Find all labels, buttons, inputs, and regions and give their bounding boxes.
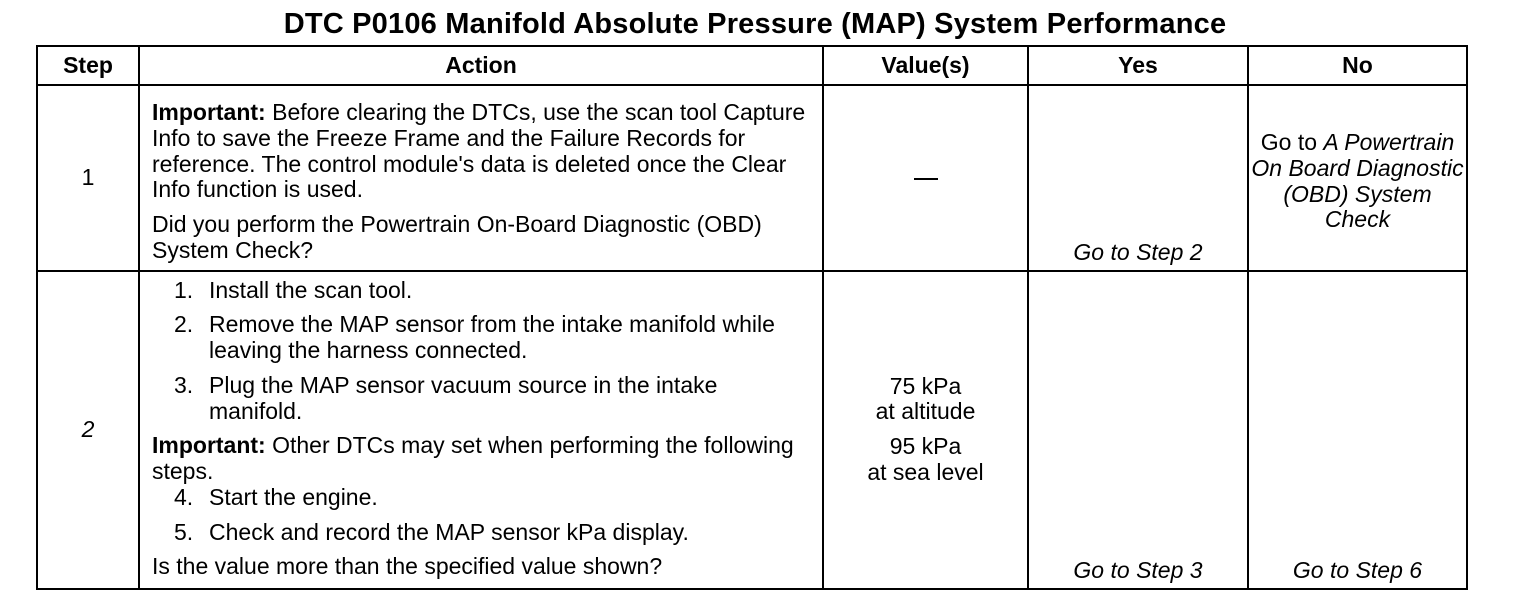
no-cell[interactable]: Go to Step 6 [1248,271,1467,589]
list-item-number: 2. [174,311,194,338]
dash-separator [914,178,938,180]
header-no: No [1248,46,1467,85]
action-cell [139,271,823,589]
table-row [37,271,1467,589]
header-yes: Yes [1028,46,1248,85]
value-cell [823,85,1028,271]
procedure-list [152,485,814,546]
list-item-text: Start the engine. [209,483,378,510]
no-cell[interactable] [1248,85,1467,271]
list-item-number: 1. [174,276,194,303]
important-label: Important: [152,99,266,125]
value-sea-level [824,434,1027,486]
value-cell [823,271,1028,589]
list-item [152,373,814,425]
list-item-number: 4. [174,483,194,510]
step-number: 1 [37,85,139,271]
header-values: Value(s) [823,46,1028,85]
list-item-text: Install the scan tool. [209,276,413,303]
important-note [152,433,814,485]
value-pressure: 95 kPa [889,433,962,459]
question-text: Is the value more than the specified value shown? [152,553,663,580]
header-row [37,46,1467,85]
list-item [152,485,814,511]
list-item [152,278,814,304]
list-item-number: 5. [174,518,194,545]
important-label: Important: [152,432,266,459]
yes-cell[interactable]: Go to Step 2 [1028,85,1248,271]
list-item-text: Check and record the MAP sensor kPa display. [209,518,689,545]
yes-cell[interactable]: Go to Step 3 [1028,271,1248,589]
value-pressure: 75 kPa [889,372,962,399]
important-note [152,100,814,203]
list-item-number: 3. [174,371,194,398]
value-altitude [824,374,1027,426]
important-text: Before clearing the DTCs, use the scan tool Capture Info to save the Freeze Frame and the Failure Records for reference. The control module's data is deleted once the Clear Info function is used. [152,99,806,203]
no-prefix: Go to [1260,129,1324,155]
value-condition: at altitude [875,398,976,425]
list-item-text: Remove the MAP sensor from the intake manifold while leaving the harness connected. [209,311,775,363]
step-number: 2 [37,271,139,589]
list-item [152,312,814,364]
value-condition: at sea level [867,458,984,485]
list-item [152,520,814,546]
header-step: Step [37,46,139,85]
obd-check-link[interactable]: A Powertrain On Board Diagnostic (OBD) System Check [1251,129,1464,233]
page-title: DTC P0106 Manifold Absolute Pressure (MAP) System Performance [283,8,1227,40]
question-text: Did you perform the Powertrain On-Board Diagnostic (OBD) System Check? [152,211,762,263]
action-cell [139,85,823,271]
list-item-text: Plug the MAP sensor vacuum source in the intake manifold. [209,371,718,424]
table-row [37,85,1467,271]
dtc-table [36,45,1468,590]
header-action: Action [139,46,823,85]
important-text: Other DTCs may set when performing the following steps. [152,432,794,484]
procedure-list [152,278,814,425]
